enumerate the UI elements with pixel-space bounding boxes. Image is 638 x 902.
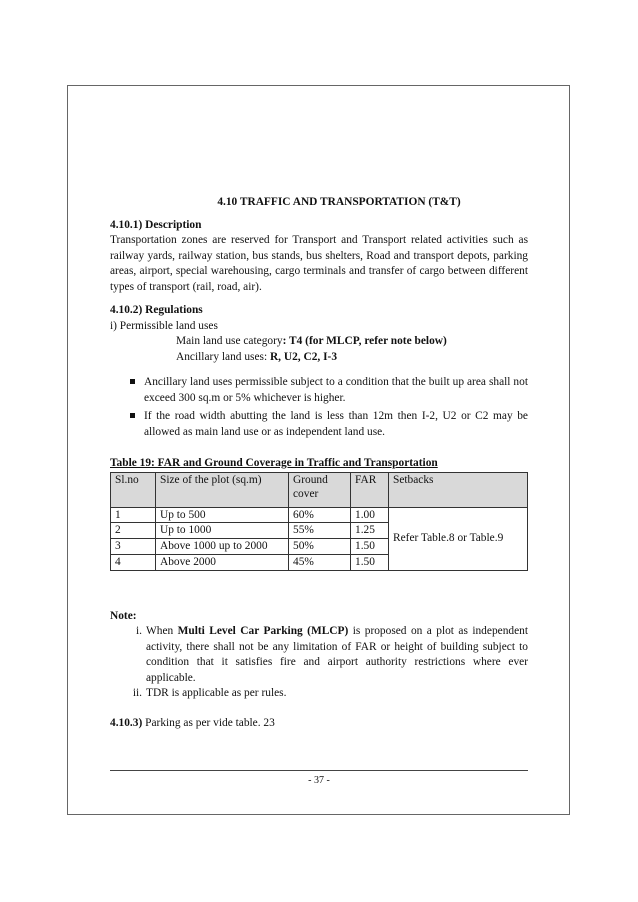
regulation-bullets	[110, 375, 528, 440]
ancillary-land-use-value: R, U2, C2, I-3	[269, 350, 338, 363]
note-heading: Note:	[110, 609, 137, 622]
permissible-land-uses: i) Permissible land uses	[110, 319, 218, 332]
parking-line	[110, 716, 528, 732]
list-item: ii. TDR is applicable as per rules.	[132, 686, 528, 702]
list-item: i. When Multi Level Car Parking (MLCP) is proposed on a plot as independent activity, there shall not be any limitation of FAR or height of building subject to condition that it satisfies fire and airport authority restrictions where ever applicable.	[132, 624, 528, 686]
table-row	[111, 507, 528, 523]
main-land-use	[110, 334, 528, 350]
parking-text: Parking as per vide table. 23	[142, 716, 275, 729]
regulations-heading: 4.10.2) Regulations	[110, 304, 203, 316]
table-cell: 4	[111, 554, 156, 570]
column-header: Size of the plot (sq.m)	[156, 472, 289, 507]
list-number: ii.	[132, 687, 142, 700]
setbacks-cell: Refer Table.8 or Table.9	[389, 507, 528, 570]
table-cell: Up to 1000	[156, 523, 289, 539]
table-cell: 3	[111, 539, 156, 555]
square-bullet-icon	[130, 413, 135, 418]
table-cell: Above 1000 up to 2000	[156, 539, 289, 555]
table-cell: 50%	[289, 539, 351, 555]
table-cell: 55%	[289, 523, 351, 539]
list-number: i.	[135, 625, 142, 638]
mlcp-term: Multi Level Car Parking (MLCP)	[177, 625, 349, 638]
table-cell: 1	[111, 507, 156, 523]
description-heading: 4.10.1) Description	[110, 218, 202, 231]
main-land-use-label: Main land use category	[176, 335, 283, 347]
main-land-use-value: : T4 (for MLCP, refer note below)	[282, 335, 447, 347]
note-list	[110, 624, 528, 702]
table-cell: 1.00	[351, 507, 389, 523]
column-header: Ground cover	[289, 472, 351, 507]
table-cell: 1.50	[351, 554, 389, 570]
description-text: Transportation zones are reserved for Transport and Transport related activities such as railway yards, railway station, bus stands, bus shelters, Road and transport depots, parking areas, airport, special warehousing, cargo terminals and transfer of cargo between different types of transport (rail, road, air).	[110, 234, 528, 293]
table-header-row	[111, 472, 528, 507]
table-cell: Up to 500	[156, 507, 289, 523]
footer-divider	[110, 770, 528, 771]
parking-heading: 4.10.3)	[110, 716, 143, 729]
section-title: 4.10 TRAFFIC AND TRANSPORTATION (T&T)	[217, 196, 461, 208]
table-cell: 2	[111, 523, 156, 539]
table-cell: Above 2000	[156, 554, 289, 570]
far-table	[110, 472, 528, 571]
column-header: FAR	[351, 472, 389, 507]
ancillary-land-use	[110, 350, 528, 366]
document-body	[110, 195, 528, 731]
table-cell: 60%	[289, 507, 351, 523]
table-cell: 45%	[289, 554, 351, 570]
list-item: Ancillary land uses permissible subject to a condition that the built up area shall not exceed 300 sq.m or 5% whichever is higher.	[130, 375, 528, 406]
ancillary-land-use-label: Ancillary land uses:	[176, 350, 270, 363]
table-cell: 1.50	[351, 539, 389, 555]
column-header: Setbacks	[389, 472, 528, 507]
table-cell: 1.25	[351, 523, 389, 539]
list-item: If the road width abutting the land is less than 12m then I-2, U2 or C2 may be allowed as main land use or as independent land use.	[130, 409, 528, 440]
column-header: Sl.no	[111, 472, 156, 507]
square-bullet-icon	[130, 379, 135, 384]
page-number: - 37 -	[308, 775, 330, 786]
table-caption: Table 19: FAR and Ground Coverage in Traffic and Transportation	[110, 457, 438, 469]
